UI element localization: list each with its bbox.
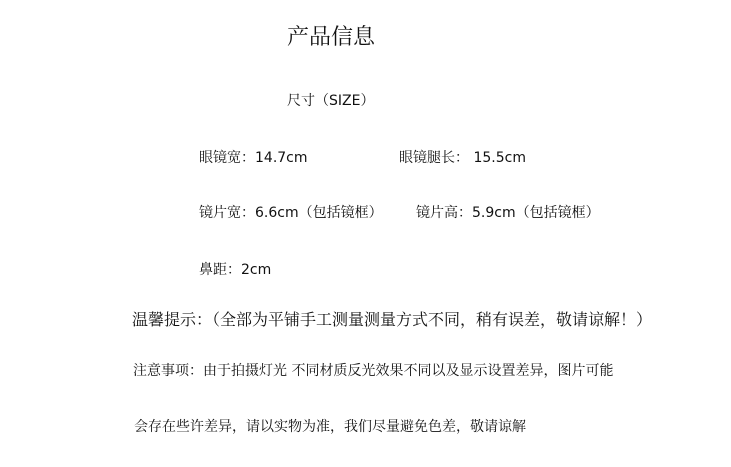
temple-length-spec: 眼镜腿长： 15.5cm (399, 150, 526, 166)
frame-width-spec: 眼镜宽：14.7cm (199, 150, 308, 166)
size-heading: 尺寸（SIZE） (287, 93, 375, 109)
page-title: 产品信息 (287, 25, 376, 50)
notice-line-1: 注意事项：由于拍摄灯光 不同材质反光效果不同以及显示设置差异，图片可能 (133, 363, 614, 379)
notice-line-2: 会存在些许差异，请以实物为准，我们尽量避免色差，敬请谅解 (134, 419, 526, 435)
measurement-tip: 温馨提示：（全部为平铺手工测量测量方式不同，稍有误差，敬请谅解！） (132, 310, 653, 329)
lens-width-spec: 镜片宽：6.6cm（包括镜框） (199, 205, 383, 221)
bridge-spec: 鼻距：2cm (199, 262, 272, 278)
lens-height-spec: 镜片高：5.9cm（包括镜框） (416, 205, 600, 221)
